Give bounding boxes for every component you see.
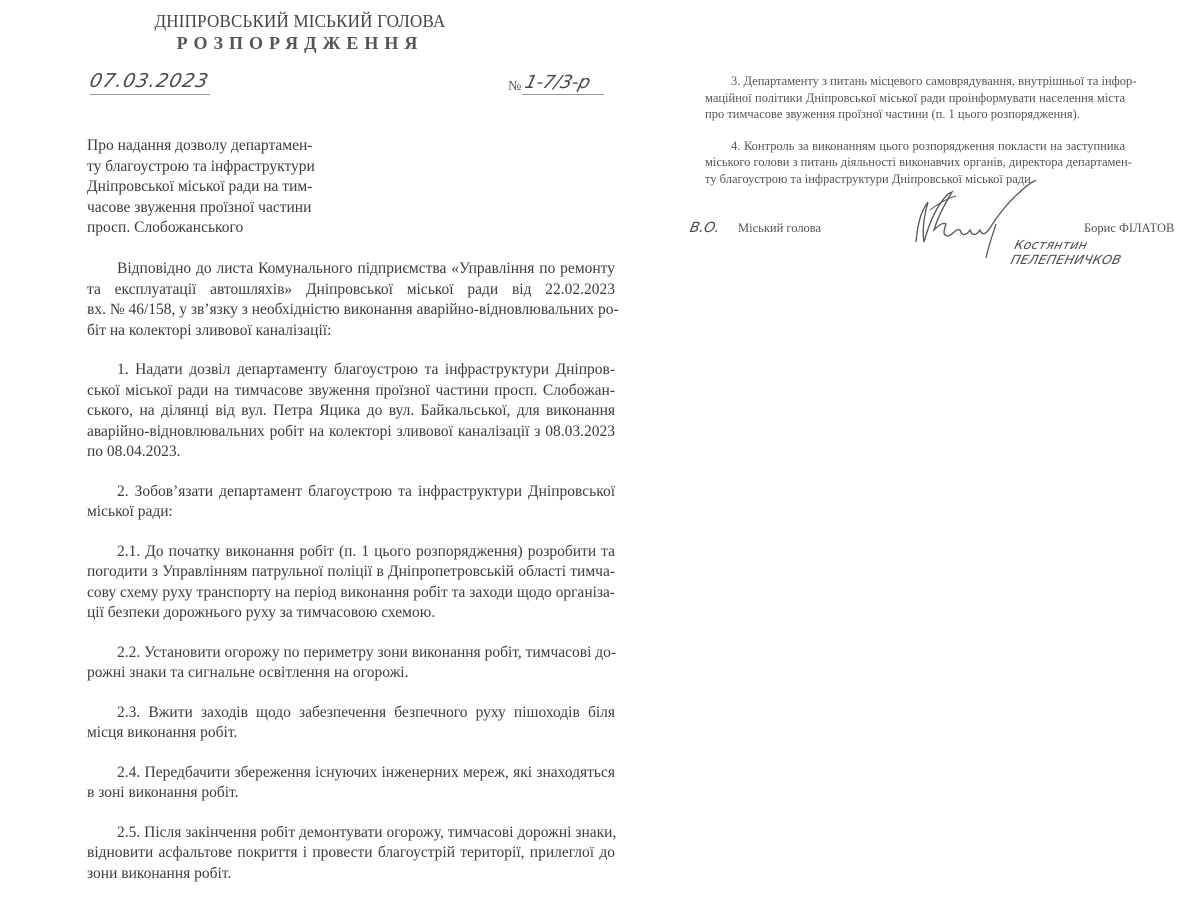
handwritten-number: 1-7/3-р <box>522 72 610 95</box>
text-line: відновити асфальтове покриття і провести благоустрій території, прилеглої до <box>87 844 615 861</box>
text-line: ції безпеки дорожнього руху за тимчасовою схемою. <box>87 604 436 621</box>
text-line: рожні знаки та сигнальне освітлення на огорожі. <box>87 664 409 681</box>
org-title: ДНІПРОВСЬКИЙ МІСЬКИЙ ГОЛОВА <box>154 11 446 32</box>
text-line: 4. Контроль за виконанням цього розпорядження покласти на заступника <box>731 138 1125 153</box>
text-line: 3. Департаменту з питань місцевого самоврядування, внутрішньої та інфор- <box>731 74 1137 88</box>
subject-line: ту благоустрою та інфраструктури <box>87 157 315 175</box>
acting-mark-handwritten: В.О. <box>688 220 722 236</box>
text-line: 2.1. До початку виконання робіт (п. 1 цього розпорядження) розробити та <box>117 542 615 560</box>
text-line: ського, на ділянці від вул. Петра Яцика до вул. Байкальської, для виконання <box>87 402 615 419</box>
text-line: міської ради: <box>87 503 173 520</box>
paragraph-item-2-5 <box>87 823 615 885</box>
handwritten-date: 07.03.2023 <box>87 70 212 92</box>
paragraph-item-2-2 <box>87 643 615 684</box>
text-line: 2.5. Після закінчення робіт демонтувати огорожу, тимчасові дорожні знаки, <box>117 823 617 841</box>
acting-signatory-handwritten-name: Костянтин ПЕЛЕПЕНИЧКОВ <box>1009 237 1124 267</box>
text-line: маційної політики Дніпровської міської ради проінформувати населення міста <box>705 90 1125 105</box>
document-type-title: РОЗПОРЯДЖЕННЯ <box>176 33 424 53</box>
paragraph-item-2-4 <box>87 763 615 804</box>
text-line: міського голови з питань діяльності виконавчих органів, директора департамен- <box>705 155 1132 169</box>
document-date-field <box>87 68 212 95</box>
paragraph-item-1 <box>87 360 615 463</box>
number-sign: № <box>508 79 522 94</box>
text-line: ту благоустрою та інфраструктури Дніпровської міської ради. <box>705 171 1034 186</box>
text-line: 2.2. Установити огорожу по периметру зони виконання робіт, тимчасові до- <box>117 643 617 661</box>
text-line: 2.4. Передбачити збереження існуючих інженерних мереж, які знаходяться <box>117 763 615 781</box>
signatory-printed-name: Борис ФІЛАТОВ <box>1084 221 1175 235</box>
document-number-field <box>508 72 620 96</box>
text-line: вх. № 46/158, у зв’язку з необхідністю виконання аварійно-відновлювальних ро- <box>87 301 619 318</box>
text-line: та експлуатації автошляхів» Дніпровської міської ради від 22.02.2023 <box>87 280 615 298</box>
document-body-page-1 <box>87 259 619 903</box>
paragraph-item-2 <box>87 482 615 523</box>
paragraph-preamble <box>87 259 619 341</box>
text-line: зони виконання робіт. <box>87 864 232 882</box>
paragraph-item-2-3 <box>87 703 615 744</box>
text-line: про тимчасове звуження проїзної частини (п. 1 цього розпорядження). <box>705 107 1080 121</box>
subject-line: Про надання дозволу департамен- <box>87 137 313 154</box>
text-line: погодити з Управлінням патрульної поліції в Дніпропетровській області тимча- <box>87 563 615 580</box>
text-line: 2.3. Вжити заходів щодо забезпечення безпечного руху пішоходів біля <box>117 703 615 721</box>
text-line: аварійно-відновлювальних робіт на колекторі зливової каналізації з 08.03.2023 <box>87 422 615 440</box>
subject-line: Дніпровської міської ради на тим- <box>87 178 313 195</box>
text-line: місця виконання робіт. <box>87 724 238 741</box>
text-line: 1. Надати дозвіл департаменту благоустрою та інфраструктури Дніпров- <box>117 361 615 378</box>
text-line: біт на колекторі зливової каналізації: <box>87 321 332 339</box>
text-line: Відповідно до листа Комунального підприємства «Управління по ремонту <box>117 260 615 277</box>
text-line: ської міської ради на тимчасове звуження проїзної частини просп. Слобожан- <box>87 381 615 399</box>
text-line: в зоні виконання робіт. <box>87 784 239 801</box>
text-line: по 08.04.2023. <box>87 443 181 460</box>
document-subject <box>87 136 319 239</box>
subject-line: часове звуження проїзної частини <box>87 198 312 216</box>
signatory-title: Міський голова <box>738 221 822 235</box>
paragraph-item-2-1 <box>87 542 615 624</box>
subject-line: просп. Слобожанського <box>87 219 244 236</box>
text-line: 2. Зобов’язати департамент благоустрою та інфраструктури Дніпровської <box>117 482 615 500</box>
text-line: сову схему руху транспорту на період виконання робіт та заходи щодо організа- <box>87 583 616 601</box>
signature-block <box>688 180 1200 267</box>
paragraph-item-3 <box>705 73 1137 123</box>
